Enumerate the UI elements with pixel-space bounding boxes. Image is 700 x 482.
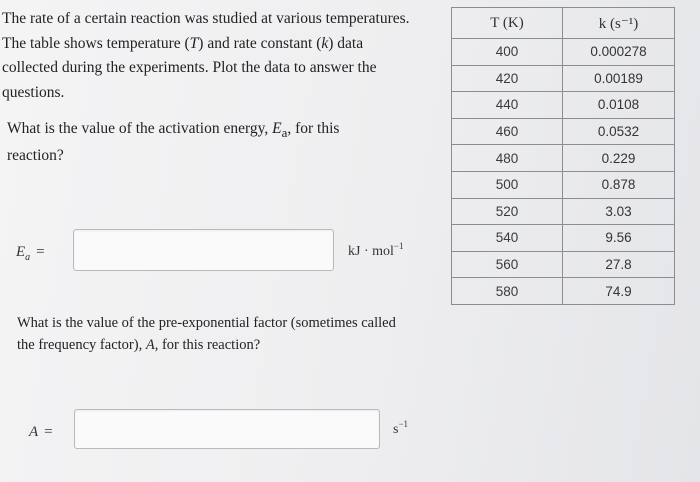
- temperature-cell: 420: [452, 65, 563, 92]
- pre-exponential-unit: $s^{-1}$: [393, 419, 409, 437]
- rate-constant-cell: 0.229: [563, 145, 675, 172]
- temperature-cell: 520: [452, 198, 563, 225]
- pre-exponential-label: A =: [29, 424, 53, 440]
- temperature-cell: 480: [452, 145, 563, 172]
- table-row: [452, 39, 675, 66]
- pre-exponential-question: What is the value of the pre-exponential factor (sometimes called the frequency factor), A, for this reaction?: [17, 315, 396, 353]
- rate-constant-cell: 0.0532: [563, 118, 675, 145]
- temperature-cell: 500: [452, 171, 563, 198]
- temperature-cell: 400: [452, 39, 563, 66]
- activation-energy-input[interactable]: [73, 229, 334, 271]
- rate-constant-cell: 27.8: [563, 251, 675, 278]
- problem-intro: The rate of a certain reaction was studied at various temperatures. The table shows temperature (T) and rate constant (k) data collected during the experiments. Plot the data to answer the questions.: [2, 10, 410, 101]
- activation-energy-question: What is the value of the activation energy, $E_a$, for this reaction?: [7, 120, 340, 165]
- rate-constant-cell: 3.03: [563, 198, 675, 225]
- temperature-cell: 580: [452, 278, 563, 305]
- pre-exponential-input[interactable]: [74, 409, 380, 449]
- table-row: [452, 65, 675, 92]
- table-row: [452, 251, 675, 278]
- rate-constant-symbol: k: [321, 34, 329, 52]
- table-row: [452, 198, 675, 225]
- temperature-cell: 440: [452, 92, 563, 119]
- rate-constant-cell: 74.9: [563, 278, 675, 305]
- temperature-cell: 540: [452, 225, 563, 252]
- table-row: [452, 145, 675, 172]
- rate-constant-cell: 0.00189: [563, 65, 675, 92]
- temperature-symbol: T: [189, 34, 199, 52]
- table-row: [452, 225, 675, 252]
- table-header-row: [452, 8, 675, 39]
- rate-constant-column-header: k (s⁻¹): [563, 8, 675, 39]
- table-row: [452, 118, 675, 145]
- rate-constant-cell: 9.56: [563, 225, 675, 252]
- table-row: [452, 92, 675, 119]
- table-row: [452, 171, 675, 198]
- temperature-column-header: T (K): [452, 8, 563, 39]
- rate-constant-cell: 0.878: [563, 171, 675, 198]
- table-row: [452, 278, 675, 305]
- table-body: [452, 39, 675, 305]
- temperature-cell: 460: [452, 118, 563, 145]
- activation-energy-label: $E_a$ =: [16, 244, 45, 263]
- temperature-cell: 560: [452, 251, 563, 278]
- temperature-rate-table: [451, 7, 675, 305]
- rate-constant-cell: 0.000278: [563, 39, 675, 66]
- activation-energy-unit: kJ · mol$^{-1}$: [348, 241, 404, 259]
- rate-constant-cell: 0.0108: [563, 92, 675, 119]
